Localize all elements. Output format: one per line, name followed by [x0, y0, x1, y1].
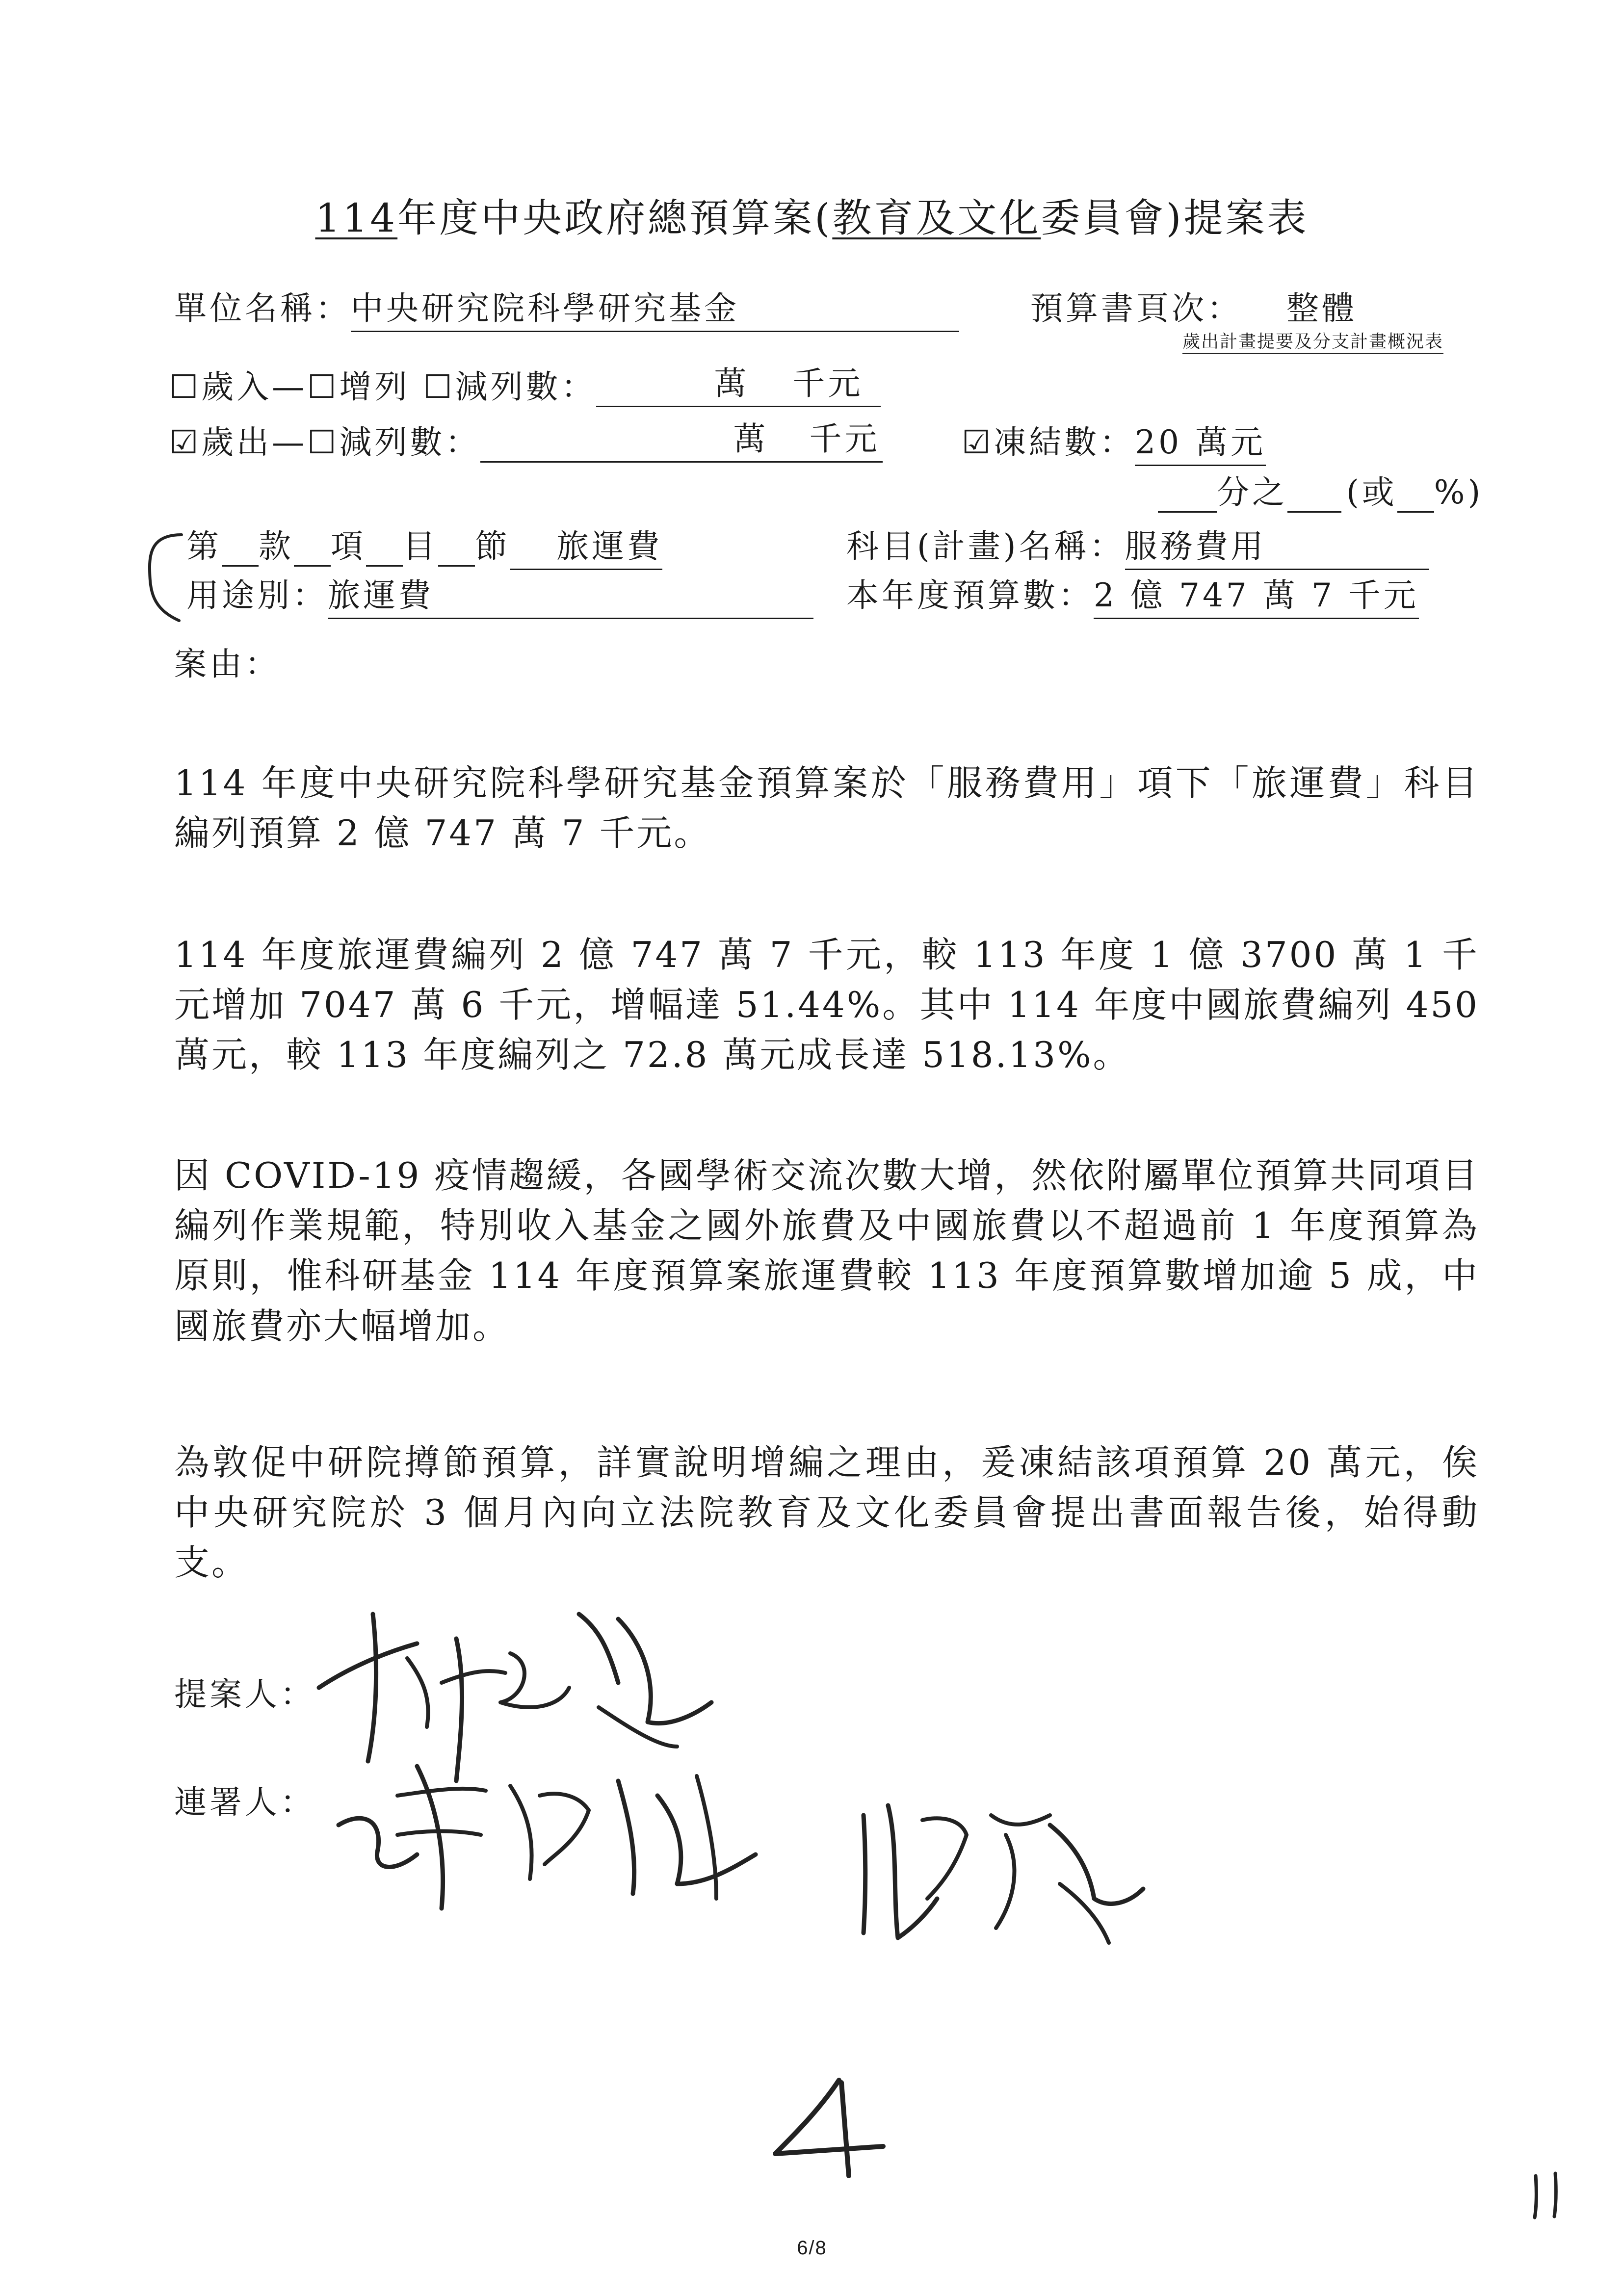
title-committee: 教育及文化 — [832, 195, 1041, 241]
class-jie: 節 — [475, 527, 510, 565]
form-title — [0, 186, 1624, 243]
paragraph-2: 114 年度旅運費編列 2 億 747 萬 7 千元，較 113 年度 1 億 3700 萬 1 千元增加 7047 萬 6 千元，增幅達 51.44%。其中 114 年度中國旅費編列 450 萬元，較 113 年度編列之 72.8 萬元成長達 518.13%。 — [174, 934, 1479, 1076]
brace-mark — [142, 527, 186, 626]
budget-value: 2 億 747 萬 7 千元 — [1094, 569, 1419, 619]
revenue-qian: 千元 — [792, 365, 864, 402]
expenditure-text: ☑歲出—☐減列數： — [169, 423, 481, 461]
unit-row — [174, 282, 959, 332]
paragraph-1: 114 年度中央研究院科學研究基金預算案於「服務費用」項下「旅運費」科目編列預算 2 億 747 萬 7 千元。 — [174, 762, 1479, 854]
fraction-mid: 分之 — [1217, 473, 1287, 511]
fraction-blank-3 — [1397, 473, 1434, 513]
unit-label: 單位名稱： — [174, 289, 351, 327]
title-pre: 年度中央政府總預算案( — [397, 195, 833, 241]
revenue-amount-blank — [596, 365, 881, 407]
paragraph-4: 為敦促中研院撙節預算，詳實說明增編之理由，爰凍結該項預算 20 萬元，俟中央研究院於 3 個月內向立法院教育及文化委員會提出書面報告後，始得動支。 — [174, 1442, 1479, 1584]
subject-row — [846, 520, 1429, 570]
classification-row-1 — [186, 520, 662, 570]
expenditure-qian: 千元 — [809, 420, 880, 458]
subject-label: 科目(計畫)名稱： — [846, 527, 1125, 565]
cosigner-signature-2 — [844, 1786, 1158, 1957]
blank-kuan — [222, 527, 259, 567]
cosigner-label: 連署人： — [174, 1783, 315, 1821]
revenue-row — [169, 361, 881, 407]
use-row — [186, 569, 813, 619]
title-post: 委員會)提案表 — [1041, 195, 1309, 241]
page-number: 6/8 — [797, 2237, 827, 2259]
use-value: 旅運費 — [328, 569, 813, 619]
budget-label: 本年度預算數： — [846, 576, 1094, 614]
class-kuan: 款 — [259, 527, 294, 565]
expenditure-row — [169, 416, 883, 463]
subject-value: 服務費用 — [1125, 520, 1429, 570]
class-mu: 目 — [403, 527, 438, 565]
page-ref — [1030, 282, 1357, 329]
handwritten-page-number — [765, 2070, 893, 2183]
expenditure-wan: 萬 — [733, 420, 769, 458]
revenue-wan: 萬 — [714, 365, 750, 402]
fraction-pct: %) — [1434, 473, 1484, 511]
freeze-label: ☑凍結數： — [962, 423, 1135, 461]
unit-value: 中央研究院科學研究基金 — [351, 282, 959, 332]
page-ref-label: 預算書頁次： — [1030, 289, 1242, 327]
paragraph-3: 因 COVID-19 疫情趨緩，各國學術交流次數大增，然依附屬單位預算共同項目編列作業規範，特別收入基金之國外旅費及中國旅費以不超過前 1 年度預算為原則，惟科研基金 114 年度預算案旅運費較 113 年度預算數增加逾 5 成，中國旅費亦大幅增加。 — [174, 1155, 1479, 1347]
fraction-row — [1158, 466, 1483, 513]
freeze-value: 20 萬元 — [1135, 416, 1266, 466]
budget-row — [846, 569, 1419, 619]
class-di: 第 — [186, 527, 222, 565]
fraction-blank-1 — [1158, 473, 1217, 513]
reason-label: 案由： — [174, 645, 280, 683]
blank-xiang — [294, 527, 331, 567]
class-jie-value: 旅運費 — [510, 520, 662, 570]
corner-mark — [1526, 2168, 1570, 2222]
fraction-or: (或 — [1346, 473, 1397, 511]
fraction-blank-2 — [1287, 473, 1341, 513]
proposer-label: 提案人： — [174, 1675, 315, 1713]
page-ref-value: 整體 — [1286, 289, 1357, 327]
revenue-text: ☐歲入—☐增列 ☐減列數： — [169, 368, 597, 406]
blank-mu — [366, 527, 403, 567]
use-label: 用途別： — [186, 576, 328, 614]
title-year: 114 — [315, 195, 398, 241]
page-ref-note: 歲出計畫提要及分支計畫概況表 — [1182, 328, 1443, 354]
blank-jie — [438, 527, 475, 567]
freeze-row — [962, 416, 1266, 466]
class-xiang: 項 — [331, 527, 366, 565]
cosigner-signature-1 — [324, 1737, 785, 1923]
expenditure-amount-blank — [480, 420, 883, 463]
